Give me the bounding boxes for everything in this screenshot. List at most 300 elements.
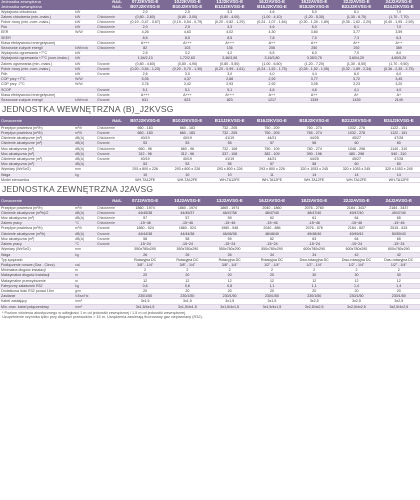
row-value: 3x1,5 <box>251 299 293 304</box>
row-unit: kW <box>74 61 96 66</box>
model-header: B22J2KVSG-E <box>335 116 377 126</box>
row-value: 2 <box>293 268 335 273</box>
row-value: 631 <box>124 98 166 103</box>
row-value: 823 <box>166 98 208 103</box>
row-value: 2515 - 815 <box>378 226 420 231</box>
row-value: 2 <box>209 268 251 273</box>
header-code-outdoor: RAS- <box>112 0 123 5</box>
row-unit: m³/h <box>74 226 96 231</box>
row-value: 3x2,5 <box>378 299 420 304</box>
row-value: 4,02 <box>209 30 251 35</box>
row-unit: m³/h <box>74 131 96 136</box>
section-title-indoor: JEDNOSTKA WEWNĘTRZNA (B)_J2KVSG <box>2 104 174 115</box>
row-value: 5,1 <box>209 87 251 92</box>
row-value: A+++ <box>209 92 251 97</box>
row-value: -15~24 <box>166 242 208 247</box>
header-label <box>0 0 96 10</box>
model-outdoor: 10J2KVSG-E <box>174 0 201 5</box>
row-value: 732 - 205 <box>209 131 251 136</box>
model-header <box>293 0 335 10</box>
row-value: (1,30 - 6,70) <box>335 14 377 19</box>
row-value: (0,80 - 4,60) <box>124 61 166 66</box>
row-unit: g/m <box>74 288 96 293</box>
row-value: 44/25 <box>293 136 335 141</box>
row-value: 63 <box>293 236 335 241</box>
row-value: 5,1 <box>124 87 166 92</box>
row-label: Waga <box>0 252 74 257</box>
row-mode: Chłodzenie <box>96 126 124 131</box>
row-value: 250 <box>293 46 335 51</box>
row-value: 6,1 <box>335 10 377 15</box>
row-value: (0,40 - 1,95 - 2,59) <box>378 20 420 25</box>
row-value: 1,1 <box>251 283 293 288</box>
row-unit: dB(A) <box>74 141 96 146</box>
model-outdoor: 22J2AVSG-E <box>343 0 370 5</box>
model-header: 22J2AVSG-E <box>335 196 377 206</box>
row-value: 1860 - 1974 <box>124 206 166 211</box>
row-unit: dB(A) <box>74 136 96 141</box>
row-value: (1,00 - 6,60) <box>251 61 293 66</box>
row-value: -15~24 <box>251 242 293 247</box>
row-value: A++ <box>251 92 293 97</box>
model-outdoor: 13J2KVSG-E <box>216 0 243 5</box>
row-value: 20 <box>335 288 377 293</box>
row-unit: V/faz/Hz <box>74 294 96 299</box>
row-value: 5,0 <box>293 25 335 30</box>
row-value: 6,0 <box>335 72 377 77</box>
row-mode: Chłodzenie <box>96 136 124 141</box>
row-value: 1,72/2,63 <box>166 56 208 61</box>
row-value: 58 <box>293 162 335 167</box>
row-value: 4,4 <box>293 72 335 77</box>
row-value: 7,0 <box>293 35 335 40</box>
row-value: (1,30 - 8,50) <box>335 61 377 66</box>
model-header: B07J2KVSG-E <box>124 116 166 126</box>
row-value: 12 <box>378 278 420 283</box>
row-value: 600x780x290 <box>378 247 420 252</box>
row-value: 58 <box>293 141 335 146</box>
row-value: 3,0 <box>166 72 208 77</box>
row-value: 3,0 <box>209 72 251 77</box>
row-value: 3,60/4,20 <box>335 56 377 61</box>
row-value: 3,45 <box>378 77 420 82</box>
row-value: -15~46 <box>166 221 208 226</box>
row-value: 53 <box>166 162 208 167</box>
row-value: 660 - 183 <box>124 126 166 131</box>
row-label: Ciśnienie akustyczne (m³) <box>0 157 74 162</box>
row-value: 4,2 <box>209 51 251 56</box>
row-value: 3x2,5/4x2,5 <box>335 304 377 309</box>
row-value: 60 <box>378 141 420 146</box>
row-value: 26 <box>166 252 208 257</box>
row-value: 3,23 <box>335 82 377 87</box>
row-value: (0,24 - 1,07 - 1,64) <box>251 20 293 25</box>
row-unit: dB(A) <box>74 210 96 215</box>
row-value: 1339 <box>293 98 335 103</box>
row-label: COP przy +7°C <box>0 77 74 82</box>
row-value: (0,32 - 1,89 - 2,34) <box>335 66 377 71</box>
row-value: 2,6 <box>124 72 166 77</box>
model-indoor: B18J2KVSG-E <box>299 3 330 9</box>
row-mode: Grzanie <box>96 236 124 241</box>
row-value: 20 <box>124 288 166 293</box>
row-label: COP przy -7°C <box>0 82 74 87</box>
row-value: (0,20 - 0,99 - 1,61) <box>209 66 251 71</box>
model-header: B24J2KVSG-E <box>378 116 420 126</box>
row-value: 732 - 205 <box>209 126 251 131</box>
row-value: 3,3 <box>209 10 251 15</box>
row-value: 293 x 800 x 226 <box>124 167 166 172</box>
row-value: Rotacyjna DC <box>251 257 293 262</box>
row-unit: mm <box>74 167 96 172</box>
row-value: 780 - 274 <box>293 146 335 151</box>
model-indoor: B22J2KVSG-E <box>341 3 372 9</box>
header-outdoor-label: Jednostka zewnętrzna <box>1 0 41 5</box>
row-value: 82 <box>124 46 166 51</box>
model-indoor: B07J2KVSG-E <box>130 3 161 9</box>
row-value: 30 <box>378 273 420 278</box>
row-value: 34 <box>293 252 335 257</box>
row-mode: Grzanie <box>96 231 124 236</box>
table-indoor-unit <box>0 116 420 183</box>
header-label: Oznaczenie <box>0 116 96 126</box>
row-value: (0,20 - 0,54 - 1,20) <box>124 66 166 71</box>
row-value: 2,93 <box>209 82 251 87</box>
row-value: 1980 - 548 <box>209 226 251 231</box>
row-value: 40/19 <box>166 136 208 141</box>
row-value: 4,6 <box>293 87 335 92</box>
model-outdoor: 18J2AVSG-E <box>301 0 328 5</box>
row-label: Pdh <box>0 72 74 77</box>
row-mode: Chłodzenie <box>96 210 124 215</box>
row-label: Wydajność ogrzewania +7°C (nom./maks.) <box>0 56 74 61</box>
row-value: 60 <box>335 141 377 146</box>
row-label: Podłączenie rurowe (Gaz - Ciecz) <box>0 262 74 267</box>
row-label: Pobór mocy (min.-nom.-maks.) <box>0 20 74 25</box>
row-value: 42 <box>335 252 377 257</box>
row-label: Fabryczny załadunek R32 <box>0 283 74 288</box>
row-label: Wydajność chłodnicza <box>0 10 74 15</box>
row-value: 12 <box>251 278 293 283</box>
row-value: 390 - 196 <box>293 151 335 156</box>
row-value: 1122 - 151 <box>378 131 420 136</box>
row-value: 4,30 <box>251 30 293 35</box>
row-value: 600x780x290 <box>335 247 377 252</box>
row-value: WH-TA12FE <box>251 177 293 182</box>
row-unit: mm <box>74 247 96 252</box>
row-value: WH-TA12FE <box>124 177 166 182</box>
row-value: (0,80 - 4,90) <box>166 61 208 66</box>
row-value: 3,16/3,80 <box>251 56 293 61</box>
row-mode: Grzanie <box>96 242 124 247</box>
row-unit: dB(A) <box>74 146 96 151</box>
row-value: 65 <box>378 236 420 241</box>
row-label: Min.-max. kabel połączeniowy <box>0 304 74 309</box>
row-value: 6,3 <box>378 35 420 40</box>
row-value: 3/8" - 1/4" <box>124 262 166 267</box>
row-value: 2 <box>378 268 420 273</box>
footnote: * Poziom ciśnienia akustycznego w odległości 1 m od jednostki zewnętrznej i 1,5 m od jednostki wewnętrznej. <box>2 310 187 315</box>
row-label: Klasa efektywności energetycznej <box>0 40 74 45</box>
row-value: 59 <box>209 216 251 221</box>
row-value: -15~24 <box>293 242 335 247</box>
row-label: Moc akustyczna (m³) <box>0 236 74 241</box>
row-value: Rotacyjna DC <box>166 257 208 262</box>
row-value: 550x780x290 <box>209 247 251 252</box>
row-label: Ciśnienie akustyczne (m³) <box>0 136 74 141</box>
row-value: -15~46 <box>209 221 251 226</box>
row-value: 8,5 <box>124 35 166 40</box>
row-value: 60 <box>335 162 377 167</box>
row-value: 4,6 <box>251 87 293 92</box>
row-unit: kW <box>74 56 96 61</box>
row-value: 760 - 274 <box>293 126 335 131</box>
row-value: A+++ <box>124 92 166 97</box>
row-label: Wymiary (WxSxG) <box>0 167 74 172</box>
row-value: (0,19 - 0,47 - 0,67) <box>124 20 166 25</box>
row-value: 337 - 108 <box>209 151 251 156</box>
row-value: Rotacyjna DC <box>124 257 166 262</box>
row-value: (0,24 - 1,52 - 1,75) <box>251 66 293 71</box>
row-label: Maksymalna długość instalacji <box>0 273 74 278</box>
row-value: A+ <box>378 92 420 97</box>
row-mode: Grzanie <box>96 141 124 146</box>
row-value: 0,8 <box>209 283 251 288</box>
row-value: 65 <box>378 216 420 221</box>
row-value: 42 <box>378 252 420 257</box>
row-value: 292 <box>335 46 377 51</box>
row-value: WH-TA12FE <box>335 177 377 182</box>
row-value: 1/2" - 1/4" <box>251 262 293 267</box>
row-value: 2,92 <box>251 77 293 82</box>
row-value: (0,20 - 0,82 - 1,29) <box>209 20 251 25</box>
row-value: 3x2,5 <box>335 299 377 304</box>
row-value: 20 <box>378 288 420 293</box>
row-value: 320 x 1053 x 245 <box>293 167 335 172</box>
row-value: 6,0 <box>378 72 420 77</box>
row-value: -15~46 <box>378 221 420 226</box>
row-value: -15~46 <box>293 221 335 226</box>
row-value: 2 <box>251 268 293 273</box>
row-unit: kg <box>74 283 96 288</box>
row-value: 50/50/43 <box>378 231 420 236</box>
row-mode <box>96 304 124 309</box>
row-unit: °C <box>74 221 96 226</box>
footnotes <box>0 310 420 320</box>
row-value: 1860 - 1974 <box>166 206 208 211</box>
row-unit: kW <box>74 66 96 71</box>
row-value: 40/19 <box>124 157 166 162</box>
row-value: 57 <box>251 141 293 146</box>
row-label: Sezonowe zużycie energii <box>0 98 74 103</box>
row-value: 44/44/38 <box>166 231 208 236</box>
row-mode: Grzanie <box>96 131 124 136</box>
row-value: 4,26 <box>124 30 166 35</box>
row-value: WH-TA12FE <box>209 177 251 182</box>
row-value: 293 x 800 x 226 <box>251 167 293 172</box>
row-value: 59 <box>209 236 251 241</box>
row-value: 1860 - 524 <box>124 226 166 231</box>
row-value: 20 <box>166 273 208 278</box>
row-mode: Grzanie <box>96 151 124 156</box>
row-value: 20 <box>251 288 293 293</box>
row-unit: W/W <box>74 30 96 35</box>
row-mode: Chłodzenie <box>96 25 124 30</box>
row-value: 12 <box>209 278 251 283</box>
row-value: (0,28 - 1,52 - 1,95) <box>293 66 335 71</box>
row-mode: Grzanie <box>96 72 124 77</box>
row-value: 45/27 <box>335 136 377 141</box>
row-mode: Chłodzenie <box>96 216 124 221</box>
row-value: 4,63 <box>166 30 208 35</box>
row-value: 1032 - 278 <box>335 126 377 131</box>
row-mode <box>96 177 124 182</box>
row-value: (0,19 - 0,54 - 0,79) <box>166 20 208 25</box>
row-label: Wymiary (WxSxG) <box>0 247 74 252</box>
row-label: Ciśnienie akustyczne (m³/h)/2 <box>0 210 74 215</box>
row-mode: Chłodzenie <box>96 146 124 151</box>
row-value: 4,0 <box>378 87 420 92</box>
row-value: 7,3 <box>335 35 377 40</box>
row-value: -15~24 <box>124 242 166 247</box>
row-mode: Grzanie <box>96 157 124 162</box>
row-value: 44/45/38 <box>124 210 166 215</box>
row-value: 550x780x290 <box>251 247 293 252</box>
row-value: 12 <box>335 278 377 283</box>
row-value: 53 <box>166 141 208 146</box>
row-value: 2,46/3,08 <box>209 56 251 61</box>
row-label: Klasa efektywności energetycznej <box>0 92 74 97</box>
row-value: 2,5 <box>166 10 208 15</box>
row-value: 550x780x290 <box>124 247 166 252</box>
row-value: 7,0 <box>378 25 420 30</box>
row-value: 40/19 <box>166 157 208 162</box>
row-value: 47/28 <box>378 157 420 162</box>
row-value: 44/45/37 <box>166 210 208 215</box>
row-value: 40/19 <box>124 136 166 141</box>
row-value: 3,42 <box>166 82 208 87</box>
row-value: 7,0 <box>335 51 377 56</box>
row-value: 3x1,5/4x1,5 <box>209 304 251 309</box>
row-unit: kW <box>74 10 96 15</box>
row-unit: kg <box>74 172 96 177</box>
row-label: Zakres pracy <box>0 221 74 226</box>
row-value: 1032 - 278 <box>335 131 377 136</box>
model-header: 13J2AVSG-E <box>209 196 251 206</box>
row-value: 230/1/50 <box>251 294 293 299</box>
row-value: 600x780x290 <box>293 247 335 252</box>
row-value: WH-TA12FE <box>378 177 420 182</box>
row-mode: Grzanie <box>96 98 124 103</box>
row-label: Minimalna długość instalacji <box>0 268 74 273</box>
model-header <box>166 0 208 10</box>
row-unit <box>74 177 96 182</box>
row-label: EER <box>0 30 74 35</box>
row-label: Zakres pracy <box>0 242 74 247</box>
row-value: 660 - 96 <box>124 146 166 151</box>
model-outdoor: 24J2AVSG-E <box>385 0 412 5</box>
row-value: 49/48/40 <box>293 231 335 236</box>
row-value: 49/47/40 <box>378 210 420 215</box>
row-value: 44/21 <box>251 136 293 141</box>
row-value: 6,1 <box>335 25 377 30</box>
model-outdoor: 16J2AVSG-E <box>258 0 286 5</box>
row-value: 2184 - 607 <box>335 226 377 231</box>
row-value: (0,80 - 3,00) <box>166 14 208 19</box>
row-label: SCOP <box>0 87 74 92</box>
row-mode: Grzanie <box>96 87 124 92</box>
row-value: 136 <box>209 46 251 51</box>
row-label: Waga <box>0 172 74 177</box>
header-code <box>96 0 124 10</box>
row-unit: W/W <box>74 77 96 82</box>
row-value: 30 <box>293 273 335 278</box>
row-label: Przepływ powietrza (m³/h) <box>0 131 74 136</box>
row-value: 2,5 <box>124 51 166 56</box>
row-value: 3x1,5/4x1,5 <box>251 304 293 309</box>
row-unit: dB(A) <box>74 231 96 236</box>
row-value: 30 <box>335 273 377 278</box>
row-value: 1/2" - 1/4" <box>293 262 335 267</box>
row-unit: kW <box>74 72 96 77</box>
header-code: RAS- <box>96 116 124 126</box>
row-value: A+++ <box>124 40 166 45</box>
row-value: 20 <box>293 288 335 293</box>
row-value: -15~46 <box>124 221 166 226</box>
row-value: 1,54/2,13 <box>124 56 166 61</box>
row-unit: m <box>74 268 96 273</box>
model-header: 18J2AVSG-E <box>293 196 335 206</box>
row-value: 53 <box>124 162 166 167</box>
row-value: 10 <box>166 172 208 177</box>
row-mode: Grzanie <box>96 66 124 71</box>
row-mode: Chłodzenie <box>96 206 124 211</box>
row-value: 750 - 209 <box>251 126 293 131</box>
row-value: 45/27 <box>335 157 377 162</box>
row-value: A+++ <box>209 40 251 45</box>
row-value: 55 <box>209 141 251 146</box>
row-value: 53 <box>124 141 166 146</box>
row-value: 3/8" - 1/4" <box>209 262 251 267</box>
section-title-outdoor: JEDNOSTKA ZEWNĘTRZNA J2AVSG <box>2 184 154 195</box>
row-value: 47/28 <box>378 136 420 141</box>
row-value: 1217 <box>251 98 293 103</box>
row-value: 46/47/38 <box>209 210 251 215</box>
header-code: RAS- <box>96 196 124 206</box>
row-value: 1,1 <box>293 283 335 288</box>
row-value: 48/48/40 <box>251 231 293 236</box>
row-unit: m <box>74 273 96 278</box>
row-value: A++ <box>293 92 335 97</box>
row-value: 3,77 <box>293 77 335 82</box>
row-unit: kg <box>74 252 96 257</box>
row-value: 2040 - 1860 <box>251 206 293 211</box>
row-value: 2184 - 3437 <box>378 206 420 211</box>
row-unit: dB(A) <box>74 216 96 221</box>
row-value: 5,0 <box>293 10 335 15</box>
row-value: 103 <box>166 46 208 51</box>
model-header <box>378 0 420 10</box>
row-value: 230/1/50 <box>124 294 166 299</box>
row-value: 11 <box>251 172 293 177</box>
row-unit: W/W <box>74 82 96 87</box>
row-value: (1,00 - 4,10) <box>251 14 293 19</box>
row-unit: kWh/rok <box>74 98 96 103</box>
row-value: 2076 - 2760 <box>293 206 335 211</box>
row-value: 1048 - 298 <box>335 146 377 151</box>
row-value: 7,0 <box>378 10 420 15</box>
row-value: 389 <box>378 46 420 51</box>
